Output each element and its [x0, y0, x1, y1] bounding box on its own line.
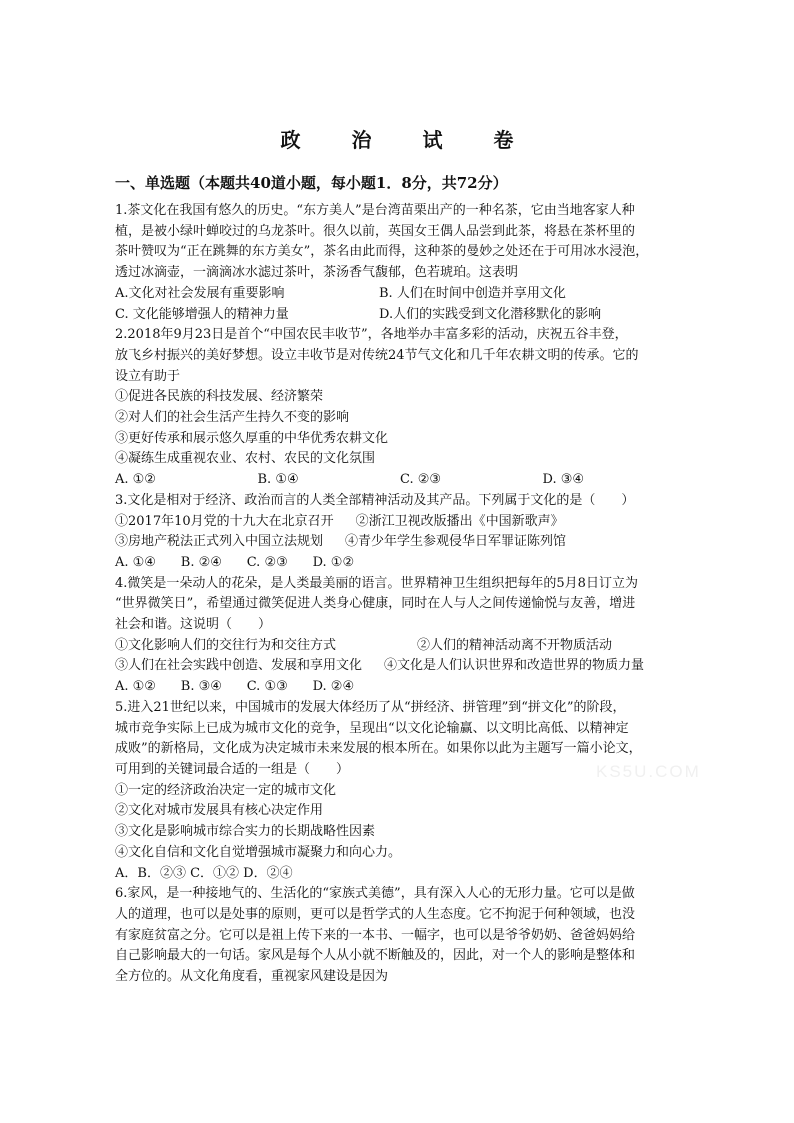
statement-item: ③更好传承和展示悠久厚重的中华优秀农耕文化: [115, 430, 389, 446]
option-a: A. ①②: [115, 679, 156, 695]
section-heading: 一、单选题（本题共40道小题，每小题1．8分，共72分）: [115, 174, 508, 192]
statement-item: ①促进各民族的科技发展、经济繁荣: [115, 389, 324, 405]
statement-item: ①一定的经济政治决定一定的城市文化: [115, 782, 337, 798]
watermark: KS5U.COM: [596, 762, 701, 781]
option-d: D. ③④: [542, 472, 585, 488]
question-stem-line: 成败”的新格局，文化成为决定城市未来发展的根本所在。如果你以此为主题写一篇小论文，: [115, 741, 642, 757]
question-1: [115, 201, 685, 325]
option-d: D. ②④: [312, 679, 355, 695]
statement-item: ①2017年10月党的十九大在北京召开: [115, 513, 334, 529]
statement-item: ④文化是人们认识世界和改造世界的物质力量: [384, 658, 645, 674]
question-stem-line: 放飞乡村振兴的美好梦想。设立丰收节是对传统24节气文化和几千年农耕文明的传承。它的: [115, 347, 639, 363]
question-stem-line: 透过冰滴壶，一滴滴冰水滤过茶叶，茶汤香气馥郁，色若琥珀。这表明: [115, 265, 519, 281]
question-list: [115, 201, 685, 988]
question-stem-line: 人的道理，也可以是处事的原则，更可以是哲学式的人生态度。它不拘泥于何种领域，也没: [115, 906, 636, 922]
option-b: B. ②④: [180, 554, 222, 570]
question-4: [115, 574, 685, 698]
question-6: [115, 884, 685, 988]
question-stem-line: 5.进入21世纪以来，中国城市的发展大体经历了从“拼经济、拼管理”到“拼文化”的阶段，: [115, 699, 626, 715]
option-row: [115, 553, 685, 574]
question-stem-line: 城市竞争实际上已成为城市文化的竞争，呈现出“以文化论输赢、以文明比高低、以精神定: [115, 720, 629, 736]
option-a: A.文化对社会发展有重要影响: [115, 285, 285, 301]
option-row: [115, 470, 685, 491]
question-stem-line: 全方位的。从文化角度看，重视家风建设是因为: [115, 969, 389, 985]
statement-item: ③文化是影响城市综合实力的长期战略性因素: [115, 824, 376, 840]
option-c: C. ①③: [246, 679, 288, 695]
statement-item: ③房地产税法正式列入中国立法规划: [115, 534, 324, 550]
option-c: C. ②③: [246, 554, 288, 570]
statement-item: ②文化对城市发展具有核心决定作用: [115, 803, 324, 819]
question-stem-line: “世界微笑日”，希望通过微笑促进人类身心健康，同时在人与人之间传递愉悦与友善，增进: [115, 596, 636, 612]
option-a: A. ①④: [115, 554, 156, 570]
option-b: B. ①④: [257, 472, 299, 488]
question-stem-line: 社会和谐。这说明（ ）: [115, 617, 272, 633]
question-2: [115, 325, 685, 491]
option-d: D. ①②: [312, 554, 355, 570]
question-stem-line: 1.茶文化在我国有悠久的历史。“东方美人”是台湾苗栗出产的一种名茶，它由当地客家人种: [115, 203, 635, 218]
option-c: C. 文化能够增强人的精神力量: [115, 306, 289, 322]
option-a: A. ①②: [115, 472, 156, 488]
statement-item: ①文化影响人们的交往行为和交往方式: [115, 637, 337, 653]
option-d: D.人们的实践受到文化潜移默化的影响: [379, 306, 602, 322]
page-title: 政 治 试 卷: [280, 128, 536, 152]
statement-row: [115, 532, 685, 553]
statement-item: ④青少年学生参观侵华日军罪证陈列馆: [345, 534, 567, 550]
question-5: [115, 698, 685, 884]
question-stem-line: 可用到的关键词最合适的一组是（ ）: [115, 761, 350, 777]
statement-item: ④文化自信和文化自觉增强城市凝聚力和向心力。: [115, 844, 402, 860]
statement-item: ④凝练生成重视农业、农村、农民的文化氛围: [115, 451, 376, 467]
option-c: C. ②③: [400, 472, 442, 488]
statement-row: [115, 512, 685, 533]
statement-item: ②对人们的社会生活产生持久不变的影响: [115, 410, 350, 426]
option-b: B. ③④: [180, 679, 222, 695]
question-stem-line: 6.家风，是一种接地气的、生活化的“家族式美德”，具有深入人心的无形力量。它可以是做: [115, 886, 635, 902]
option-row: A．B．②③ C．①② D．②④: [115, 865, 293, 881]
option-row: [115, 305, 685, 326]
question-stem-line: 设立有助于: [115, 368, 181, 384]
statement-row: [115, 656, 685, 677]
question-stem-line: 2.2018年9月23日是首个“中国农民丰收节”，各地举办丰富多彩的活动，庆祝五谷丰登，: [115, 327, 628, 343]
question-3: [115, 491, 685, 574]
question-stem-line: 茶叶赞叹为“正在跳舞的东方美女”，茶名由此而得，这种茶的曼妙之处还在于可用冰水浸泡，: [115, 244, 649, 260]
question-stem-line: 4.微笑是一朵动人的花朵，是人类最美丽的语言。世界精神卫生组织把每年的5月8日订立为: [115, 575, 638, 591]
statement-item: ②人们的精神活动离不开物质活动: [417, 637, 613, 653]
option-b: B. 人们在时间中创造并享用文化: [379, 285, 566, 301]
statement-item: ②浙江卫视改版播出《中国新歌声》: [355, 513, 564, 529]
statement-item: ③人们在社会实践中创造、发展和享用文化: [115, 658, 363, 674]
question-stem-line: 有家庭贫富之分。它可以是祖上传下来的一本书、一幅字，也可以是爷爷奶奶、爸爸妈妈给: [115, 927, 636, 943]
question-stem-line: 植，是被小绿叶蝉咬过的乌龙茶叶。很久以前，英国女王偶人品尝到此茶，将悬在茶杯里的: [115, 223, 636, 239]
option-row: [115, 284, 685, 305]
question-stem-line: 自己影响最大的一句话。家风是每个人从小就不断触及的，因此，对一个人的影响是整体和: [115, 948, 636, 964]
option-row: [115, 677, 685, 698]
question-stem-line: 3.文化是相对于经济、政治而言的人类全部精神活动及其产品。下列属于文化的是（ ）: [115, 492, 635, 508]
statement-row: [115, 636, 685, 657]
